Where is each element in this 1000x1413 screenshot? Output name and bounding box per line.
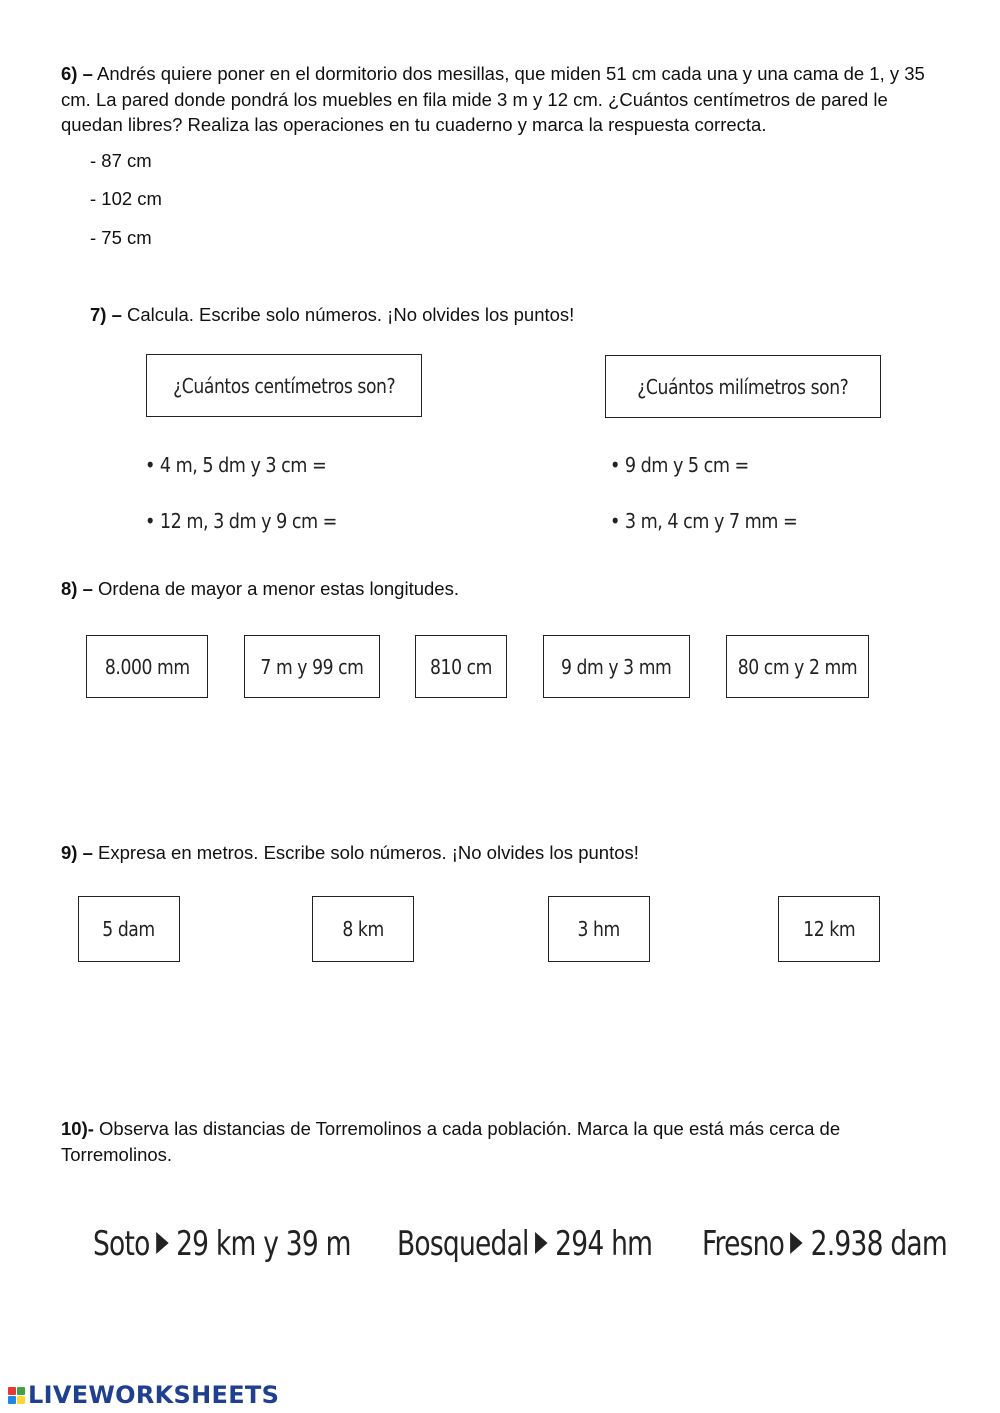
arrow-right-icon bbox=[790, 1232, 802, 1254]
place-bosquedal[interactable] bbox=[397, 1224, 724, 1264]
logo-text: LIVEWORKSHEETS bbox=[28, 1381, 280, 1409]
question-10-text: Observa las distancias de Torremolinos a cada población. Marca la que está más cerca de Torremolinos. bbox=[61, 1118, 841, 1165]
cm-header-label: ¿Cuántos centímetros son? bbox=[172, 373, 396, 398]
q6-option-2[interactable]: - 102 cm bbox=[90, 188, 162, 209]
q7-right-item-1: • 9 dm y 5 cm = bbox=[610, 453, 749, 477]
q7-left-item-2: • 12 m, 3 dm y 9 cm = bbox=[145, 509, 337, 533]
question-7 bbox=[90, 302, 574, 328]
place-bosquedal-distance: 294 hm bbox=[555, 1224, 653, 1264]
question-8 bbox=[61, 576, 459, 602]
q8-box-1: 8.000 mm bbox=[86, 635, 208, 698]
mm-header-box bbox=[605, 355, 881, 418]
logo-grid-icon bbox=[8, 1387, 25, 1404]
question-9-number: 9) – bbox=[61, 842, 93, 863]
arrow-right-icon bbox=[535, 1232, 547, 1254]
place-fresno-name: Fresno bbox=[702, 1224, 785, 1264]
mm-header-label: ¿Cuántos milímetros son? bbox=[637, 374, 849, 399]
place-soto-distance: 29 km y 39 m bbox=[176, 1224, 351, 1264]
question-9 bbox=[61, 840, 639, 866]
question-10-number: 10)- bbox=[61, 1118, 94, 1139]
question-10 bbox=[61, 1116, 941, 1167]
q8-box-4: 9 dm y 3 mm bbox=[543, 635, 690, 698]
q8-box-2: 7 m y 99 cm bbox=[244, 635, 380, 698]
q9-box-3: 3 hm bbox=[548, 896, 650, 962]
q9-box-4: 12 km bbox=[778, 896, 880, 962]
place-soto[interactable] bbox=[93, 1224, 423, 1264]
question-9-text: Expresa en metros. Escribe solo números. ¡No olvides los puntos! bbox=[92, 842, 639, 863]
q9-box-1: 5 dam bbox=[78, 896, 180, 962]
place-bosquedal-name: Bosquedal bbox=[397, 1224, 529, 1264]
question-7-number: 7) – bbox=[90, 304, 122, 325]
question-7-text: Calcula. Escribe solo números. ¡No olvides los puntos! bbox=[121, 304, 575, 325]
question-8-text: Ordena de mayor a menor estas longitudes. bbox=[92, 578, 459, 599]
question-6-number: 6) – bbox=[61, 63, 93, 84]
place-soto-name: Soto bbox=[93, 1224, 150, 1264]
q7-left-item-1: • 4 m, 5 dm y 3 cm = bbox=[145, 453, 327, 477]
question-6-text: Andrés quiere poner en el dormitorio dos mesillas, que miden 51 cm cada una y una cama de 1, y 35 cm. La pared donde pondrá los muebles en fila mide 3 m y 12 cm. ¿Cuántos centímetros de pared le quedan libres? Realiza las operaciones en tu cuaderno y marca la respuesta correcta. bbox=[61, 63, 925, 135]
q7-right-item-2: • 3 m, 4 cm y 7 mm = bbox=[610, 509, 798, 533]
question-8-number: 8) – bbox=[61, 578, 93, 599]
place-fresno-distance: 2.938 dam bbox=[810, 1224, 947, 1264]
q9-box-2: 8 km bbox=[312, 896, 414, 962]
q8-box-3: 810 cm bbox=[415, 635, 507, 698]
cm-header-box bbox=[146, 354, 422, 417]
q6-option-1[interactable]: - 87 cm bbox=[90, 150, 152, 171]
q6-option-3[interactable]: - 75 cm bbox=[90, 227, 152, 248]
place-fresno[interactable] bbox=[702, 1224, 1000, 1264]
arrow-right-icon bbox=[156, 1232, 168, 1254]
question-6 bbox=[61, 61, 941, 138]
q8-box-5: 80 cm y 2 mm bbox=[726, 635, 869, 698]
liveworksheets-logo[interactable] bbox=[8, 1381, 279, 1409]
